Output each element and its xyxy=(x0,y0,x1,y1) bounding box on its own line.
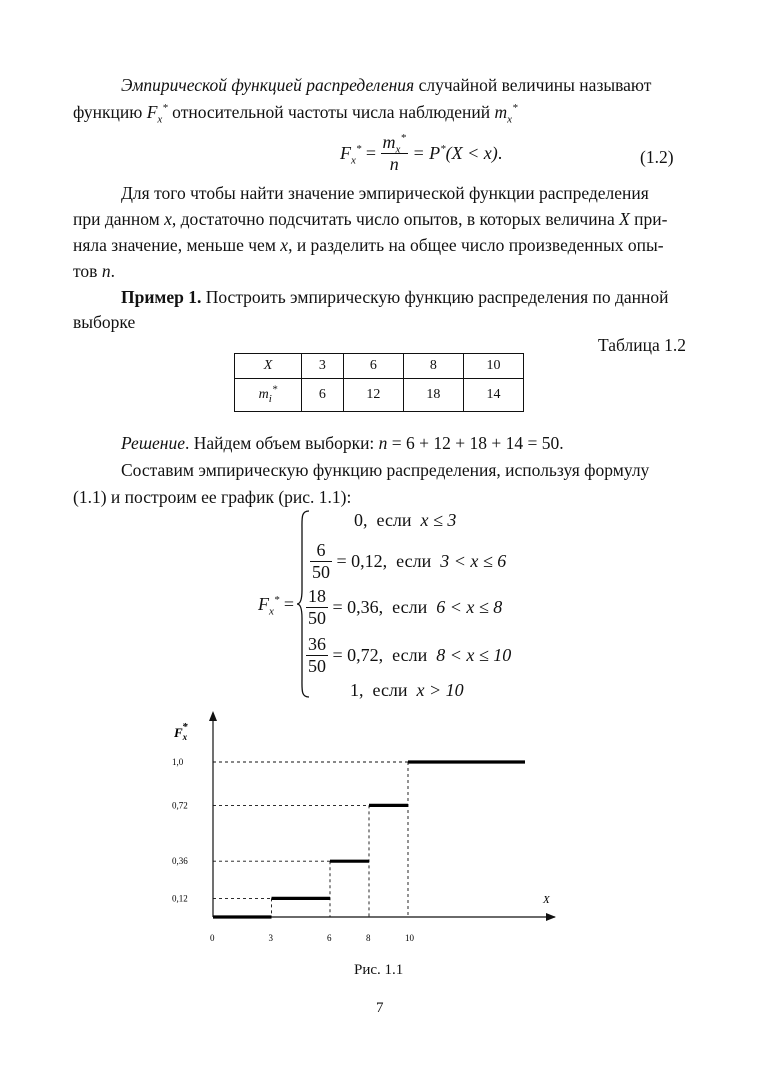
solution-line: Решение. Найдем объем выборки: n = 6 + 12 + 18 + 14 = 50. xyxy=(121,433,564,453)
case-4: $\frac{36}{50}$ = 0,72, если 8 < x ≤ 10 xyxy=(308,634,512,676)
para2-line-3: няла значение, меньше чем x, и разделить на общее число произведенных опы- xyxy=(73,235,664,255)
x-axis-arrow-icon xyxy=(546,913,556,921)
case-5: 1, если x > 10 xyxy=(350,680,464,700)
table-header-x: X xyxy=(235,354,302,379)
compose-line-2: (1.1) и построим ее график (рис. 1.1): xyxy=(73,487,352,507)
table-cell: 8 xyxy=(403,354,463,379)
table-row-x xyxy=(235,354,524,379)
intro-line-1 xyxy=(121,72,691,98)
table-header-m: $m_i^*$ xyxy=(235,379,302,412)
para2-line-2: при данном x, достаточно подсчитать число опытов, в которых величина X при- xyxy=(73,209,668,229)
table-cell: 10 xyxy=(463,354,523,379)
y-tick-label: 1,0 xyxy=(172,757,184,767)
solution-label: Решение xyxy=(121,433,186,453)
x-tick-label: 10 xyxy=(405,933,414,943)
y-tick-label: 0,36 xyxy=(172,856,188,867)
table-cell: 6 xyxy=(302,379,344,412)
para2-line-1: Для того чтобы найти значение эмпирической функции распределения xyxy=(121,183,649,203)
x-tick-label: 8 xyxy=(366,933,371,943)
formula-dot: . xyxy=(497,143,503,163)
y-axis-label: $F_x*$ xyxy=(174,721,188,742)
example-label: Пример 1. xyxy=(121,287,202,307)
example-line-2: выборке xyxy=(73,312,136,332)
formula-eq: = xyxy=(365,143,377,163)
intro-mx: $m_x^*$ xyxy=(494,102,518,126)
y-axis-arrow-icon xyxy=(209,711,217,721)
y-tick-label: 0,12 xyxy=(172,893,188,904)
table-caption: Таблица 1.2 xyxy=(598,335,686,355)
intro-line2-b: относительной частоты числа наблюдений xyxy=(167,102,495,122)
intro-line-2 xyxy=(73,99,693,125)
table-row-m xyxy=(235,379,524,412)
case-2: $\frac{6}{50}$ = 0,12, если 3 < x ≤ 6 xyxy=(312,540,507,582)
data-table xyxy=(234,353,524,412)
intro-line2-a: функцию xyxy=(73,102,147,122)
case-1: 0, если x ≤ 3 xyxy=(354,510,457,530)
intro-term: Эмпирической функцией распределения xyxy=(121,75,415,95)
case-3: $\frac{18}{50}$ = 0,36, если 6 < x ≤ 8 xyxy=(308,586,503,628)
example-line-1: Пример 1. Построить эмпирическую функцию распределения по данной xyxy=(121,287,669,307)
formula-lhs: $F_x^*$ xyxy=(340,143,362,167)
formula-fraction: $\frac{m_x^*}{n}$ xyxy=(382,132,406,174)
piecewise-lhs: $F_x^*$ = xyxy=(258,594,295,618)
compose-line-1: Составим эмпирическую функцию распределения, используя формулу xyxy=(121,460,650,480)
table-cell: 6 xyxy=(343,354,403,379)
y-tick-label: 0,72 xyxy=(172,800,188,811)
formula-number: (1.2) xyxy=(640,147,674,167)
table-cell: 18 xyxy=(403,379,463,412)
table-cell: 12 xyxy=(343,379,403,412)
para2-line-4: тов n. xyxy=(73,261,115,281)
table-cell: 14 xyxy=(463,379,523,412)
x-axis-label: X xyxy=(543,894,550,906)
formula-arg: (X < x) xyxy=(445,143,498,163)
formula-1-2 xyxy=(340,132,502,175)
x-tick-label: 6 xyxy=(327,933,332,943)
step-chart xyxy=(160,705,580,955)
x-tick-label: 3 xyxy=(268,933,273,943)
page-number: 7 xyxy=(376,1000,384,1016)
intro-Fx: $F_x^*$ xyxy=(146,102,168,126)
intro-rest: случайной величины называют xyxy=(414,75,652,95)
formula-rhs: = P* xyxy=(412,143,446,163)
table-cell: 3 xyxy=(302,354,344,379)
x-tick-label: 0 xyxy=(210,933,215,943)
figure-caption: Рис. 1.1 xyxy=(354,962,404,978)
